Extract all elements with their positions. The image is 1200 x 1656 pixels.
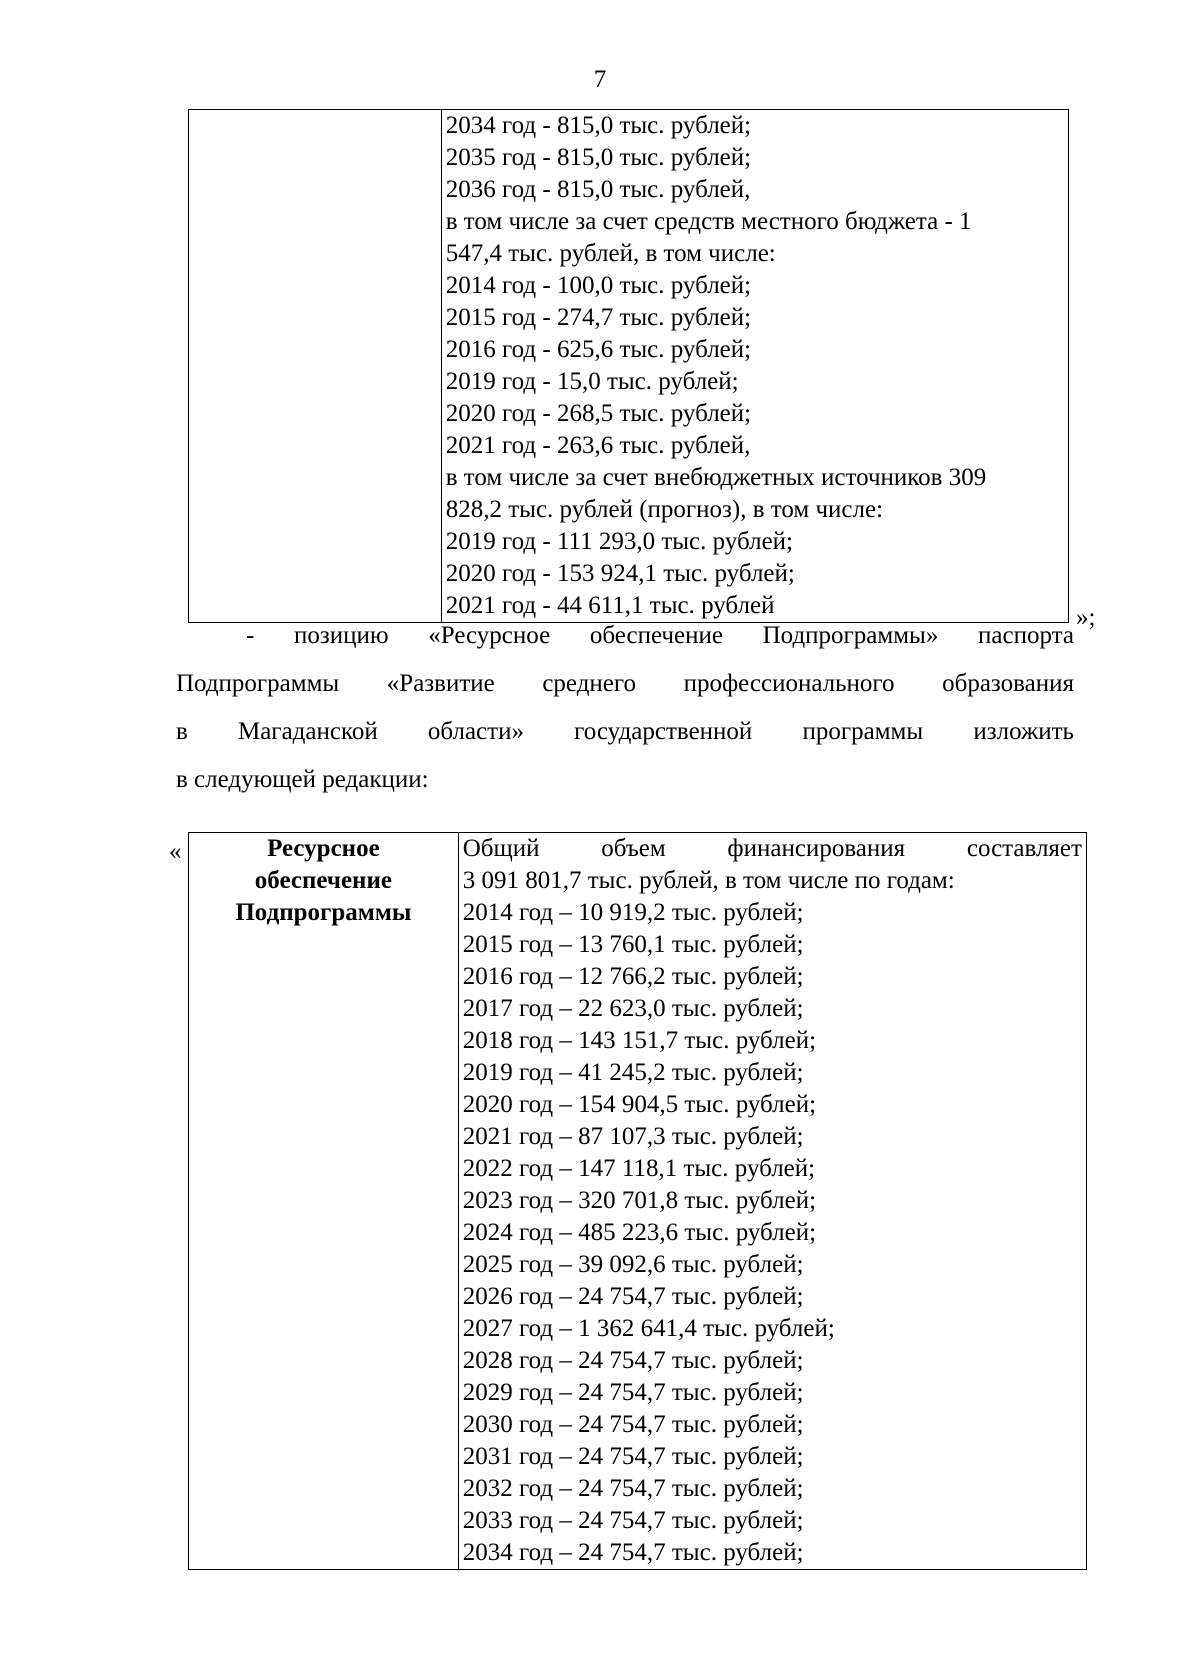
label-line: Ресурсное [267,835,380,862]
funding-line: 2022 год – 147 118,1 тыс. рублей; [462,1155,816,1182]
funding-line: 2025 год – 39 092,6 тыс. рублей; [462,1251,804,1278]
paragraph-line [176,660,1074,708]
paragraph-word: программы [802,718,924,745]
label-line: Подпрограммы [235,899,412,926]
resource-provision-label-cell [189,833,459,1570]
funding-line: 2019 год – 41 245,2 тыс. рублей; [462,1059,804,1086]
funding-line: в том числе за счет средств местного бюджета - 1 [445,208,972,235]
paragraph-word: области» [427,718,524,745]
paragraph-line [176,708,1074,756]
funding-line: 2023 год – 320 701,8 тыс. рублей; [462,1187,817,1214]
funding-line: 2031 год – 24 754,7 тыс. рублей; [462,1443,804,1470]
funding-line: 2016 год – 12 766,2 тыс. рублей; [462,963,804,990]
funding-line: 828,2 тыс. рублей (прогноз), в том числе: [445,496,884,523]
resource-provision-details-cell [458,833,1086,1570]
funding-line: 2017 год – 22 623,0 тыс. рублей; [462,995,804,1022]
paragraph-word: в [176,718,188,745]
funding-line: 2026 год – 24 754,7 тыс. рублей; [462,1283,804,1310]
funding-line: 2028 год – 24 754,7 тыс. рублей; [462,1347,804,1374]
funding-line: 2014 год - 100,0 тыс. рублей; [445,272,752,299]
funding-line: 2034 год - 815,0 тыс. рублей; [445,112,752,139]
funding-line: 2032 год – 24 754,7 тыс. рублей; [462,1475,804,1502]
intro-word: финансирования [727,835,906,862]
funding-line: 3 091 801,7 тыс. рублей, в том числе по годам: [462,867,955,894]
paragraph-word: образования [942,670,1074,697]
funding-line: 2014 год – 10 919,2 тыс. рублей; [462,899,804,926]
paragraph-word: Магаданской [237,718,378,745]
funding-table-continued [188,109,1069,623]
paragraph-word: паспорта [978,622,1074,649]
funding-line: 2019 год - 15,0 тыс. рублей; [445,368,739,395]
funding-line: 2035 год - 815,0 тыс. рублей; [445,144,752,171]
funding-line: 2021 год – 87 107,3 тыс. рублей; [462,1123,804,1150]
funding-line: 2024 год – 485 223,6 тыс. рублей; [462,1219,817,1246]
funding-line: 2015 год – 13 760,1 тыс. рублей; [462,931,804,958]
paragraph-word: изложить [973,718,1074,745]
page-number: 7 [593,66,607,93]
funding-line: 2015 год - 274,7 тыс. рублей; [445,304,752,331]
resource-provision-table [188,832,1087,1570]
label-line: обеспечение [254,867,392,894]
funding-line: 2020 год - 268,5 тыс. рублей; [445,400,752,427]
funding-line: 2019 год - 111 293,0 тыс. рублей; [445,528,793,555]
paragraph-word: «Ресурсное [428,622,551,649]
funding-line: 2016 год - 625,6 тыс. рублей; [445,336,752,363]
paragraph-word: Подпрограммы» [762,622,939,649]
funding-line: в том числе за счет внебюджетных источников 309 [445,464,987,491]
funding-details-cell [441,110,1068,623]
paragraph-word: среднего [542,670,637,697]
intro-word: Общий [462,835,540,862]
funding-line: 2030 год – 24 754,7 тыс. рублей; [462,1411,804,1438]
intro-word: составляет [966,835,1082,862]
funding-line: 2029 год – 24 754,7 тыс. рублей; [462,1379,804,1406]
paragraph-word: Подпрограммы [176,670,340,697]
paragraph-word: государственной [574,718,753,745]
funding-line: 2033 год – 24 754,7 тыс. рублей; [462,1507,804,1534]
funding-line: 2020 год – 154 904,5 тыс. рублей; [462,1091,817,1118]
funding-line: 2020 год - 153 924,1 тыс. рублей; [445,560,795,587]
funding-intro-line [463,833,1086,865]
paragraph-word: - [246,622,255,649]
empty-label-cell [189,110,442,623]
amendment-paragraph [176,612,1074,804]
paragraph-word: обеспечение [589,622,723,649]
funding-line: 2021 год - 263,6 тыс. рублей, [445,432,751,459]
funding-line: 2036 год - 815,0 тыс. рублей, [445,176,751,203]
paragraph-word: «Развитие [386,670,495,697]
paragraph-word: позицию [294,622,389,649]
opening-quote: « [169,838,182,865]
funding-line: 2018 год – 143 151,7 тыс. рублей; [462,1027,817,1054]
closing-quote: »; [1076,604,1096,631]
funding-line: 547,4 тыс. рублей, в том числе: [445,240,776,267]
funding-line: 2021 год - 44 611,1 тыс. рублей [445,592,775,619]
paragraph-line [176,612,1074,660]
funding-line: 2034 год – 24 754,7 тыс. рублей; [462,1539,804,1566]
intro-word: объем [601,835,666,862]
funding-line: 2027 год – 1 362 641,4 тыс. рублей; [462,1315,835,1342]
paragraph-line: в следующей редакции: [176,766,429,793]
paragraph-word: профессионального [683,670,895,697]
